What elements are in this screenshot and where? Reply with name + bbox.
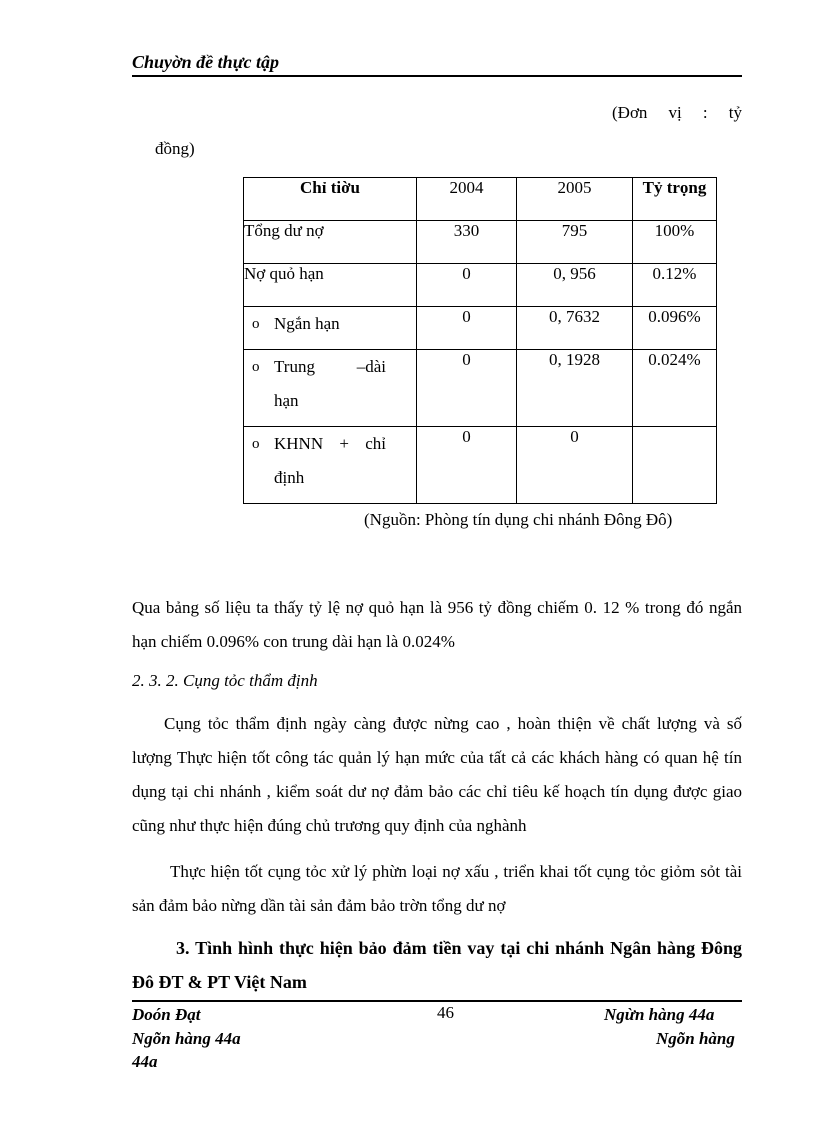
footer-class-continued: 44a bbox=[132, 1052, 158, 1071]
unit-note-word: vị bbox=[668, 103, 682, 122]
debt-table bbox=[243, 177, 717, 504]
header-2005: 2005 bbox=[517, 178, 633, 221]
section-subheading: 2. 3. 2. Cụng tỏc thẩm định bbox=[132, 671, 318, 690]
cell-share: 0.096% bbox=[633, 307, 717, 350]
row-label-cell bbox=[244, 427, 417, 504]
cell-share bbox=[633, 427, 717, 504]
unit-note bbox=[612, 103, 742, 123]
row-label-cell bbox=[244, 350, 417, 427]
page-header-title: Chuyờn đề thực tập bbox=[132, 52, 279, 72]
table-row bbox=[244, 221, 717, 264]
bullet-icon: o bbox=[252, 359, 260, 375]
row-label-word: định bbox=[274, 468, 305, 487]
cell-2004: 0 bbox=[417, 350, 517, 427]
paragraph-summary: Qua bảng số liệu ta thấy tỷ lệ nợ quỏ hạn là 956 tỷ đồng chiếm 0. 12 % trong đó ngắn hạn chiếm 0.096% con trung dài hạn là 0.024% bbox=[132, 598, 742, 651]
paragraph-bad-debt: Thực hiện tốt cụng tỏc xử lý phừn loại nợ xấu , triển khai tốt cụng tỏc giỏm sỏt tài sản đảm bảo nừng dần tài sản đảm bảo trờn tổng dư nợ bbox=[132, 862, 742, 915]
table-row bbox=[244, 264, 717, 307]
table-row bbox=[244, 427, 717, 504]
header-share: Tỷ trọng bbox=[633, 178, 717, 221]
table-row bbox=[244, 307, 717, 350]
header-2004: 2004 bbox=[417, 178, 517, 221]
footer-right-class: Ngừn hàng 44a bbox=[604, 1005, 715, 1024]
cell-share: 0.024% bbox=[633, 350, 717, 427]
unit-note-continued: đồng) bbox=[155, 139, 195, 158]
footer-rule bbox=[132, 1000, 742, 1002]
cell-2004: 0 bbox=[417, 427, 517, 504]
unit-note-word: tỷ bbox=[728, 103, 742, 122]
page-number: 46 bbox=[437, 1003, 454, 1022]
table-header-row bbox=[244, 178, 717, 221]
cell-2005: 795 bbox=[517, 221, 633, 264]
cell-2004: 330 bbox=[417, 221, 517, 264]
footer-author: Doón Đạt bbox=[132, 1005, 201, 1024]
bullet-icon: o bbox=[252, 436, 260, 452]
bullet-icon: o bbox=[252, 316, 260, 332]
cell-2005: 0 bbox=[517, 427, 633, 504]
cell-2005: 0, 1928 bbox=[517, 350, 633, 427]
paragraph-appraisal: Cụng tỏc thẩm định ngày càng được nừng cao , hoàn thiện về chất lượng và số lượng Thực hiện tốt công tác quản lý hạn mức của tất cả các khách hàng có quan hệ tín dụng tại chi nhánh , kiểm soát dư nợ đảm bảo các chỉ tiêu kế hoạch tín dụng được giao cũng như thực hiện đúng chủ trương quy định của nghành bbox=[132, 714, 742, 835]
row-label-word: Trung bbox=[274, 357, 315, 376]
row-label-word: –dài bbox=[356, 357, 386, 376]
cell-2004: 0 bbox=[417, 264, 517, 307]
sub-item bbox=[244, 350, 416, 418]
row-label-word: hạn bbox=[274, 391, 299, 410]
cell-2005: 0, 956 bbox=[517, 264, 633, 307]
row-label-word: chỉ bbox=[365, 434, 386, 453]
header-rule bbox=[132, 75, 742, 77]
unit-note-word: (Đơn bbox=[612, 103, 648, 122]
row-label: Nợ quỏ hạn bbox=[244, 264, 417, 307]
row-label-cell bbox=[244, 307, 417, 350]
cell-2004: 0 bbox=[417, 307, 517, 350]
row-label-word: + bbox=[339, 434, 349, 453]
header-indicator: Chỉ tiờu bbox=[244, 178, 417, 221]
section-heading: 3. Tình hình thực hiện bảo đảm tiền vay tại chi nhánh Ngân hàng Đông Đô ĐT & PT Việt Nam bbox=[132, 938, 742, 992]
row-label: Ngắn hạn bbox=[274, 314, 340, 333]
cell-2005: 0, 7632 bbox=[517, 307, 633, 350]
row-label-line bbox=[274, 350, 386, 384]
row-label-word: KHNN bbox=[274, 434, 324, 453]
row-label-line bbox=[274, 427, 386, 461]
sub-item bbox=[244, 427, 416, 495]
table-source: (Nguồn: Phòng tín dụng chi nhánh Đông Đô) bbox=[364, 510, 673, 529]
footer-right-class-continued: Ngõn hàng bbox=[656, 1029, 735, 1048]
cell-share: 100% bbox=[633, 221, 717, 264]
footer-class: Ngõn hàng 44a bbox=[132, 1029, 241, 1048]
row-label: Tổng dư nợ bbox=[244, 221, 417, 264]
table-row bbox=[244, 350, 717, 427]
unit-note-word: : bbox=[702, 103, 708, 122]
cell-share: 0.12% bbox=[633, 264, 717, 307]
sub-item bbox=[244, 307, 416, 341]
